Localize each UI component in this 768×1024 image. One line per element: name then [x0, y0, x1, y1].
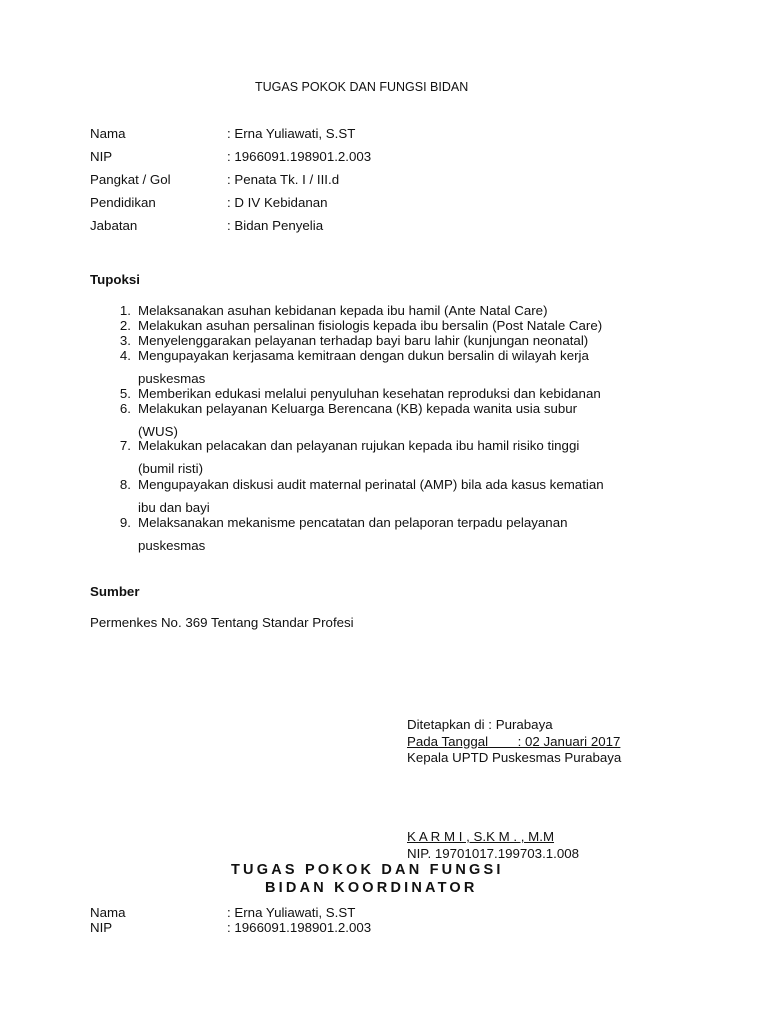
field-value: : Erna Yuliawati, S.ST [227, 905, 356, 920]
list-text: Menyelenggarakan pelayanan terhadap bayi baru lahir (kunjungan neonatal) [138, 333, 589, 348]
field-label: Nama [90, 126, 126, 141]
list-item-continuation: puskesmas [138, 371, 206, 386]
signatory-nip: NIP. 19701017.199703.1.008 [407, 846, 580, 861]
list-item-continuation: puskesmas [138, 538, 206, 553]
list-text: Melaksanakan asuhan kebidanan kepada ibu hamil (Ante Natal Care) [138, 303, 548, 318]
list-number: 9. [119, 515, 131, 530]
field-value: : Bidan Penyelia [227, 218, 324, 233]
list-text: Melakukan pelayanan Keluarga Berencana (KB) kepada wanita usia subur [138, 401, 578, 416]
field-value: : 1966091.198901.2.003 [227, 149, 372, 164]
second-doc-title-line2: BIDAN KOORDINATOR [265, 880, 478, 896]
list-text: Melakukan asuhan persalinan fisiologis kepada ibu bersalin (Post Natale Care) [138, 318, 603, 333]
field-value: : 1966091.198901.2.003 [227, 920, 372, 935]
list-text: Mengupayakan diskusi audit maternal perinatal (AMP) bila ada kasus kematian [138, 477, 604, 492]
list-item-continuation: (WUS) [138, 424, 178, 439]
list-number: 2. [119, 318, 131, 333]
tupoksi-heading: Tupoksi [90, 272, 140, 287]
field-label: Jabatan [90, 218, 138, 233]
signature-date: Pada Tanggal : 02 Januari 2017 [407, 734, 621, 749]
signatory-name: K A R M I , S.K M . , M.M [407, 829, 555, 844]
list-number: 1. [119, 303, 131, 318]
field-label: Nama [90, 905, 126, 920]
field-label: Pangkat / Gol [90, 172, 171, 187]
page-title: TUGAS POKOK DAN FUNGSI BIDAN [255, 80, 469, 94]
sumber-text: Permenkes No. 369 Tentang Standar Profesi [90, 615, 354, 630]
signature-place: Ditetapkan di : Purabaya [407, 717, 553, 732]
list-text: Melaksanakan mekanisme pencatatan dan pelaporan terpadu pelayanan [138, 515, 568, 530]
field-value: : D IV Kebidanan [227, 195, 328, 210]
list-number: 6. [119, 401, 131, 416]
field-value: : Erna Yuliawati, S.ST [227, 126, 356, 141]
list-text: Mengupayakan kerjasama kemitraan dengan dukun bersalin di wilayah kerja [138, 348, 589, 363]
field-label: NIP [90, 149, 113, 164]
field-value: : Penata Tk. I / III.d [227, 172, 340, 187]
list-number: 8. [119, 477, 131, 492]
sumber-heading: Sumber [90, 584, 140, 599]
list-item-continuation: ibu dan bayi [138, 500, 210, 515]
field-label: Pendidikan [90, 195, 156, 210]
list-number: 4. [119, 348, 131, 363]
signature-office: Kepala UPTD Puskesmas Purabaya [407, 750, 622, 765]
list-item-continuation: (bumil risti) [138, 461, 204, 476]
field-label: NIP [90, 920, 113, 935]
list-text: Memberikan edukasi melalui penyuluhan kesehatan reproduksi dan kebidanan [138, 386, 601, 401]
list-number: 5. [119, 386, 131, 401]
list-number: 3. [119, 333, 131, 348]
list-number: 7. [119, 438, 131, 453]
second-doc-title-line1: TUGAS POKOK DAN FUNGSI [231, 862, 504, 878]
list-text: Melakukan pelacakan dan pelayanan rujukan kepada ibu hamil risiko tinggi [138, 438, 580, 453]
